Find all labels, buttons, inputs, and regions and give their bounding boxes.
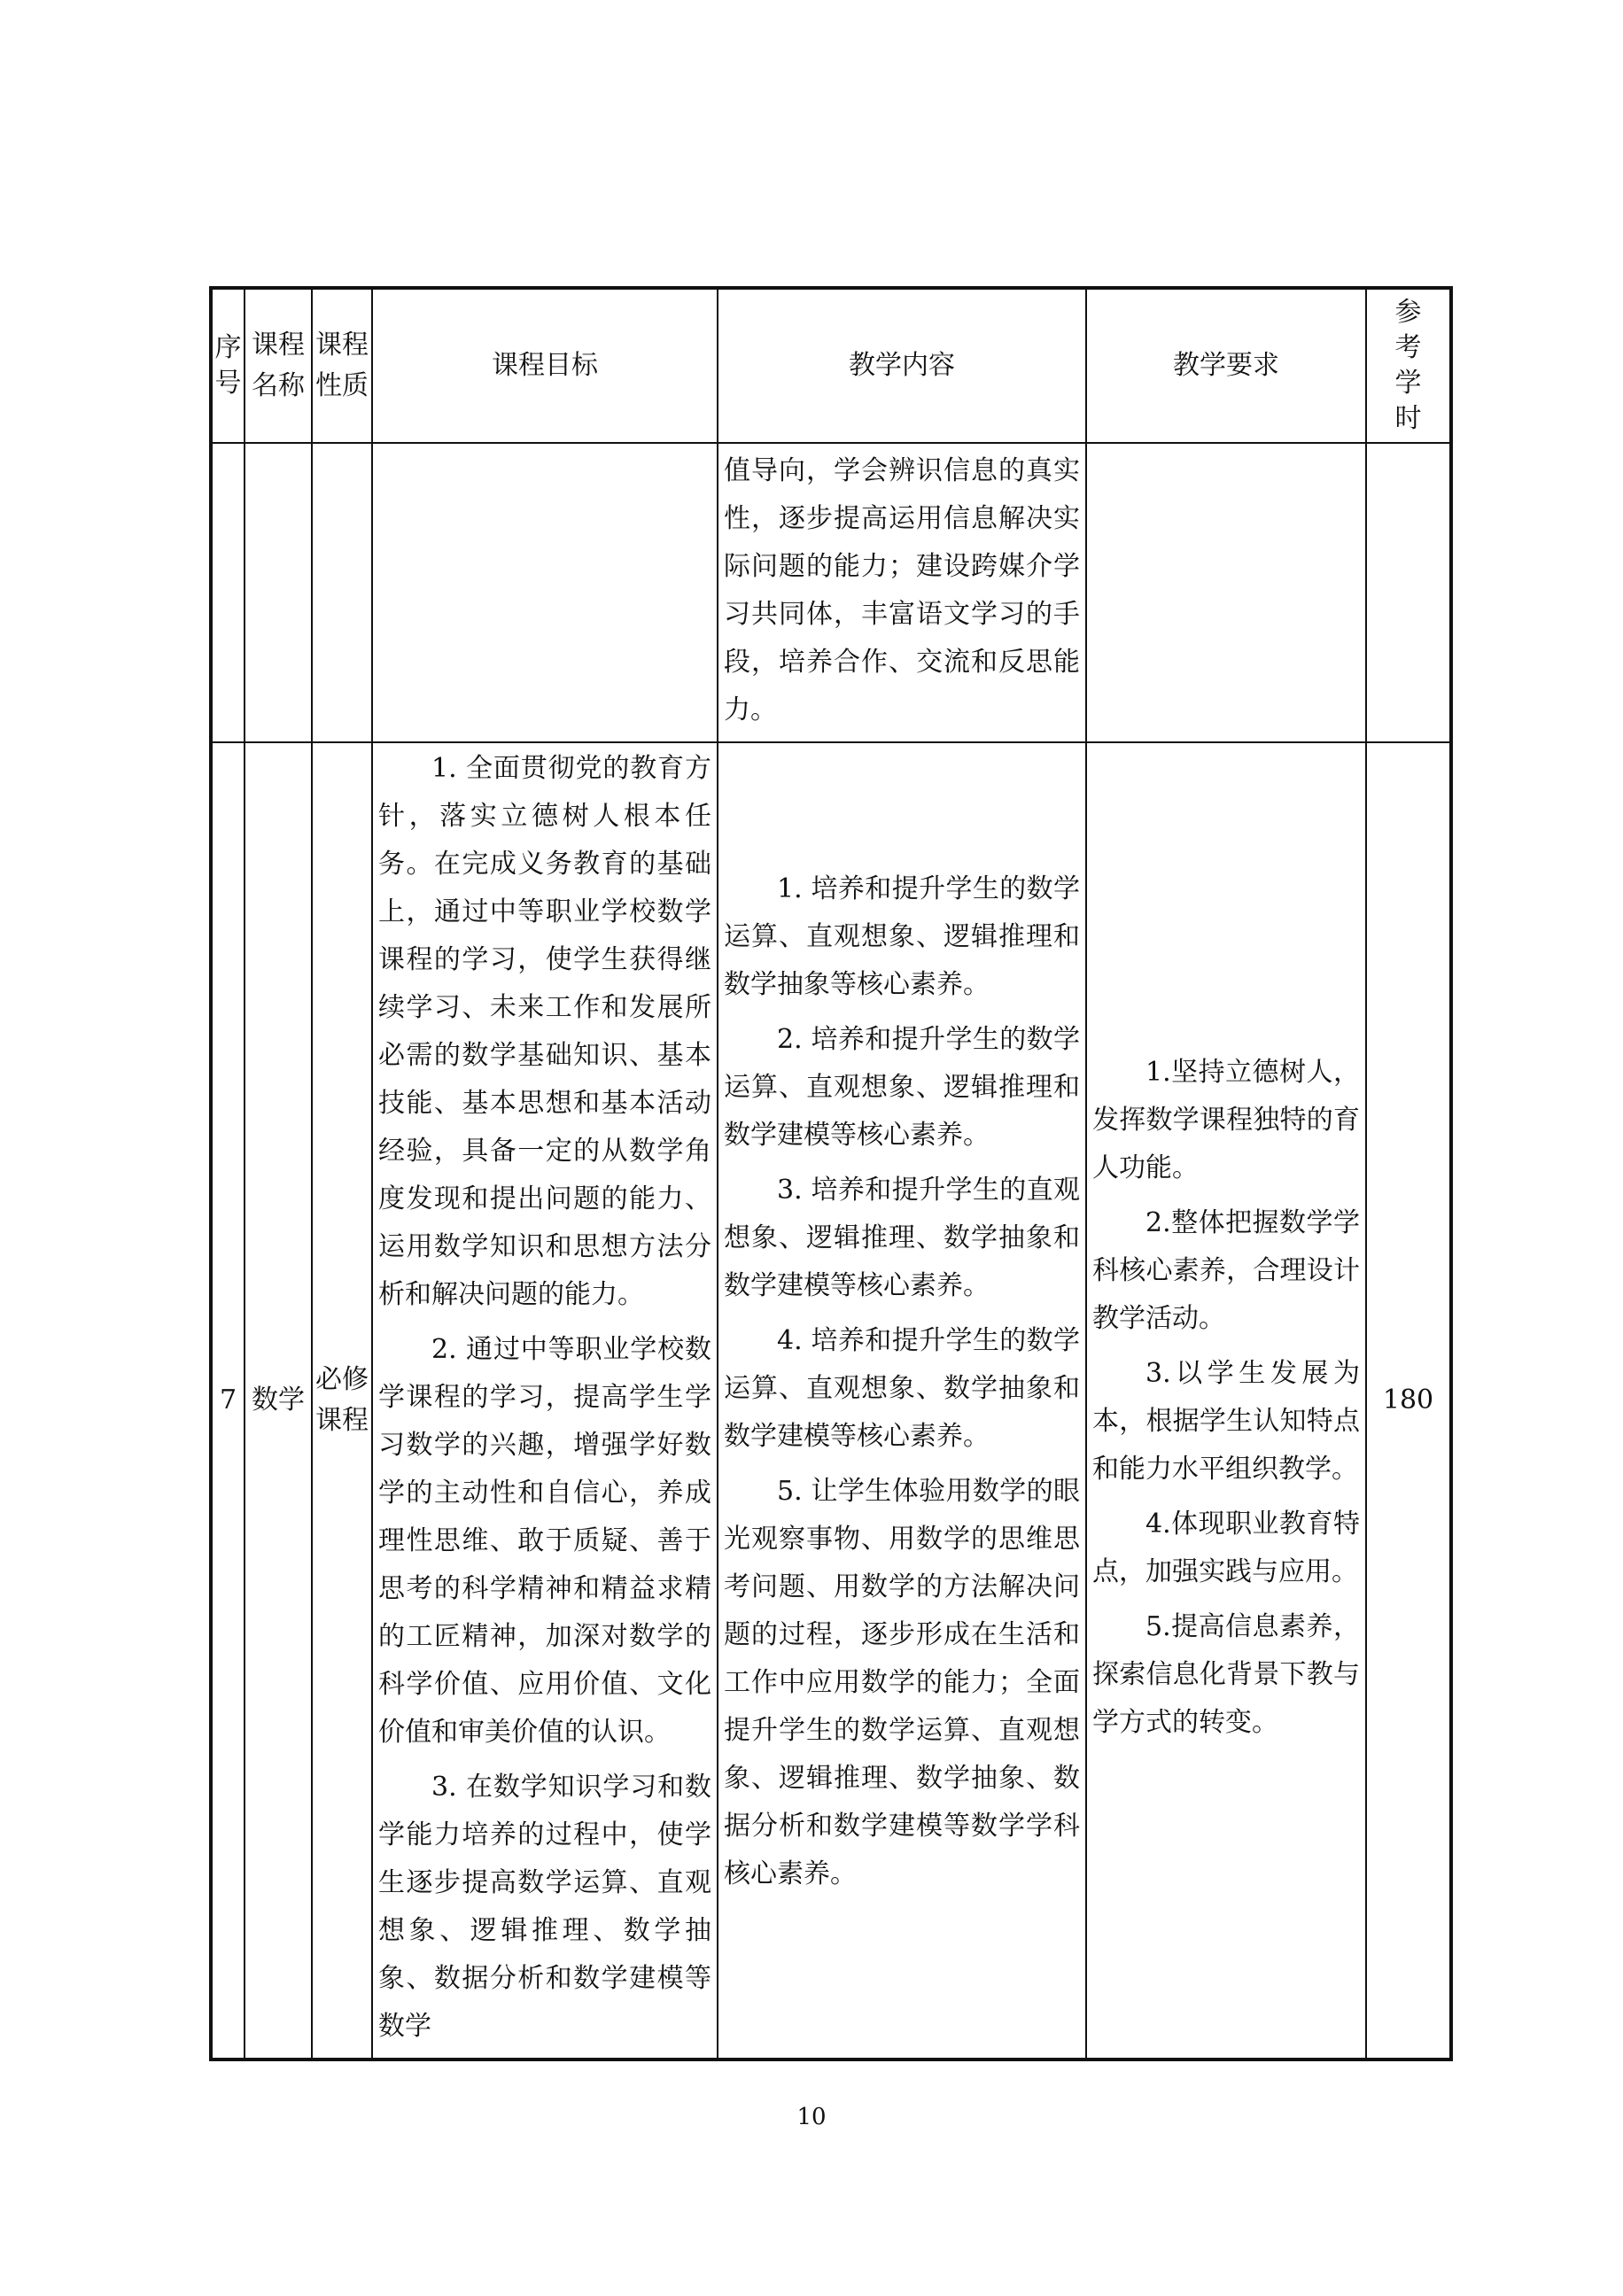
goal-item: 2. 通过中等职业学校数学课程的学习，提高学生学习数学的兴趣，增强学好数学的主动性和自信心，养成理性思维、敢于质疑、善于思考的科学精神和精益求精的工匠精神，加深对数学的科学价值、应用价值、文化价值和审美价值的认识。 bbox=[378, 1334, 711, 1748]
row-index: 7 bbox=[211, 742, 245, 2059]
content-item: 5. 让学生体验用数学的眼光观察事物、用数学的思维思考问题、用数学的方法解决问题的过程，逐步形成在生活和工作中应用数学的能力；全面提升学生的数学运算、直观想象、逻辑推理、数学抽象、数据分析和数学建模等数学学科核心素养。 bbox=[724, 1476, 1080, 1889]
continued-requirement bbox=[1086, 443, 1366, 742]
header-index: 序号 bbox=[211, 288, 245, 443]
continued-nature bbox=[312, 443, 372, 742]
requirement-item: 2.整体把握数学学科核心素养，合理设计教学活动。 bbox=[1092, 1207, 1360, 1334]
continued-index bbox=[211, 443, 245, 742]
header-content: 教学内容 bbox=[718, 288, 1086, 443]
goal-item: 3. 在数学知识学习和数学能力培养的过程中，使学生逐步提高数学运算、直观想象、逻辑推理、数学抽象、数据分析和数学建模等数学 bbox=[378, 1772, 711, 2042]
table-row-math bbox=[211, 742, 1451, 2059]
requirement-item: 3.以学生发展为本，根据学生认知特点和能力水平组织教学。 bbox=[1092, 1358, 1360, 1485]
content-item: 2. 培养和提升学生的数学运算、直观想象、逻辑推理和数学建模等核心素养。 bbox=[724, 1024, 1080, 1151]
row-hours: 180 bbox=[1366, 742, 1451, 2059]
header-name: 课程名称 bbox=[245, 288, 312, 443]
continued-content bbox=[718, 443, 1086, 742]
page-number: 10 bbox=[796, 2104, 827, 2130]
content-item: 4. 培养和提升学生的数学运算、直观想象、数学抽象和数学建模等核心素养。 bbox=[724, 1325, 1080, 1452]
header-nature: 课程性质 bbox=[312, 288, 372, 443]
row-goals bbox=[372, 742, 718, 2059]
requirement-item: 5.提高信息素养，探索信息化背景下教与学方式的转变。 bbox=[1092, 1611, 1360, 1738]
row-contents bbox=[718, 742, 1086, 2059]
continued-content-text: 值导向，学会辨识信息的真实性，逐步提高运用信息解决实际问题的能力；建设跨媒介学习共同体，丰富语文学习的手段，培养合作、交流和反思能力。 bbox=[724, 455, 1080, 725]
table-row-continued bbox=[211, 443, 1451, 742]
curriculum-table bbox=[209, 286, 1453, 2061]
content-item: 1. 培养和提升学生的数学运算、直观想象、逻辑推理和数学抽象等核心素养。 bbox=[724, 873, 1080, 1000]
continued-hours bbox=[1366, 443, 1451, 742]
header-hours: 参考学时 bbox=[1366, 288, 1451, 443]
table-header-row bbox=[211, 288, 1451, 443]
header-requirement: 教学要求 bbox=[1086, 288, 1366, 443]
content-item: 3. 培养和提升学生的直观想象、逻辑推理、数学抽象和数学建模等核心素养。 bbox=[724, 1175, 1080, 1301]
continued-goal bbox=[372, 443, 718, 742]
row-requirements bbox=[1086, 742, 1366, 2059]
requirement-item: 4.体现职业教育特点，加强实践与应用。 bbox=[1092, 1509, 1360, 1587]
row-course-nature: 必修课程 bbox=[312, 742, 372, 2059]
goal-item: 1. 全面贯彻党的教育方针，落实立德树人根本任务。在完成义务教育的基础上，通过中等职业学校数学课程的学习，使学生获得继续学习、未来工作和发展所必需的数学基础知识、基本技能、基本思想和基本活动经验，具备一定的从数学角度发现和提出问题的能力、运用数学知识和思想方法分析和解决问题的能力。 bbox=[378, 753, 711, 1310]
row-course-name: 数学 bbox=[245, 742, 312, 2059]
requirement-item: 1.坚持立德树人，发挥数学课程独特的育人功能。 bbox=[1092, 1057, 1360, 1183]
header-goal: 课程目标 bbox=[372, 288, 718, 443]
continued-name bbox=[245, 443, 312, 742]
